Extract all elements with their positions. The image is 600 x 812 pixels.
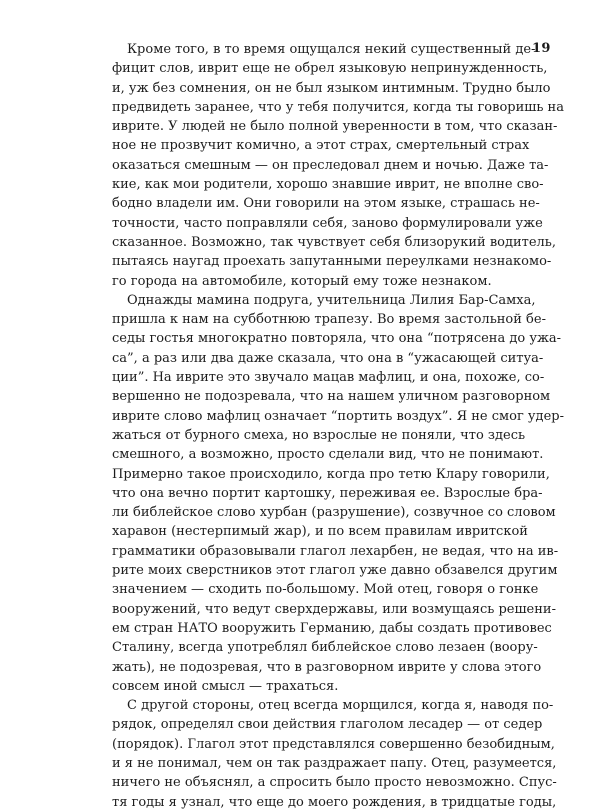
text-line: точности, часто поправляли себя, заново формулировали уже [112, 215, 543, 231]
text-line: ем стран НАТО вооружить Германию, дабы создать противовес [112, 620, 552, 636]
text-line: рите моих сверстников этот глагол уже давно обзавелся другим [112, 563, 558, 579]
page-number: 19 [532, 41, 551, 56]
text-line: кие, как мои родители, хорошо знавшие иврит, не вполне сво- [112, 177, 544, 193]
text-line: иврите. У людей не было полной уверенности в том, что сказан- [112, 119, 558, 135]
text-line: Примерно такое происходило, когда про тетю Клару говорили, [112, 466, 550, 482]
text-line: сказанное. Возможно, так чувствует себя близорукий водитель, [112, 234, 556, 250]
text-line: харавон (нестерпимый жар), и по всем правилам ивритской [112, 524, 528, 540]
text-line: ли библейское слово хурбан (разрушение), созвучное со словом [112, 505, 556, 521]
text-line: Сталину, всегда употреблял библейское слово лезаен (воору- [112, 640, 538, 656]
text-line: са”, а раз или два даже сказала, что она в “ужасающей ситуа- [112, 350, 544, 366]
text-line: ное не прозвучит комично, а этот страх, смертельный страх [112, 138, 530, 154]
text-line: пришла к нам на субботнюю трапезу. Во время застольной бе- [112, 312, 546, 328]
text-line: ничего не объяснял, а спросить было просто невозможно. Спус- [112, 775, 557, 791]
text-line: вооружений, что ведут сверхдержавы, или возмущаясь решени- [112, 601, 556, 617]
text-line: иврите слово мафлиц означает “портить воздух”. Я не смог удер- [112, 408, 564, 424]
text-line: седы гостья многократно повторяла, что она “потрясена до ужа- [112, 331, 562, 347]
text-line: тя годы я узнал, что еще до моего рождения, в тридцатые годы, [112, 794, 557, 810]
text-line: ции”. На иврите это звучало мацав мафлиц, и она, похоже, со- [112, 370, 545, 386]
text-line: предвидеть заранее, что у тебя получится, когда ты говоришь на [112, 99, 564, 115]
text-line: (порядок). Глагол этот представлялся совершенно безобидным, [112, 736, 555, 752]
text-line: смешного, а возможно, просто сделали вид, что не понимают. [112, 447, 544, 463]
text-line: рядок, определял свои действия глаголом лесадер — от седер [112, 717, 543, 733]
text-line: жать), не подозревая, что в разговорном иврите у слова этого [112, 659, 542, 675]
text-line: пытаясь наугад проехать запутанными переулками незнакомо- [112, 254, 552, 270]
text-line: значением — сходить по-большому. Мой отец, говоря о гонке [112, 582, 539, 598]
text-line: и я не понимал, чем он так раздражает папу. Отец, разумеется, [112, 755, 557, 771]
text-line: бодно владели им. Они говорили на этом языке, страшась не- [112, 196, 540, 212]
text-line: го города на автомобиле, который ему тоже незнаком. [112, 273, 492, 289]
text-line: Кроме того, в то время ощущался некий существенный де- [127, 42, 536, 57]
text-line: вершенно не подозревала, что на нашем уличном разговорном [112, 389, 551, 405]
text-line: совсем иной смысл — трахаться. [112, 678, 339, 694]
text-line: грамматики образовывали глагол лехарбен, не ведая, что на ив- [112, 543, 559, 559]
text-line: Однажды мамина подруга, учительница Лилия Бар-Самха, [127, 292, 536, 308]
text-line: что она вечно портит картошку, переживая ее. Взрослые бра- [112, 485, 543, 501]
text-line: фицит слов, иврит еще не обрел языковую непринужденность, [112, 61, 548, 77]
text-line: оказаться смешным — он преследовал днем и ночью. Даже та- [112, 157, 549, 173]
text-line: жаться от бурного смеха, но взрослые не поняли, что здесь [112, 427, 526, 443]
text-line: и, уж без сомнения, он не был языком интимным. Трудно было [112, 80, 551, 96]
text-line: С другой стороны, отец всегда морщился, когда я, наводя по- [127, 698, 554, 714]
